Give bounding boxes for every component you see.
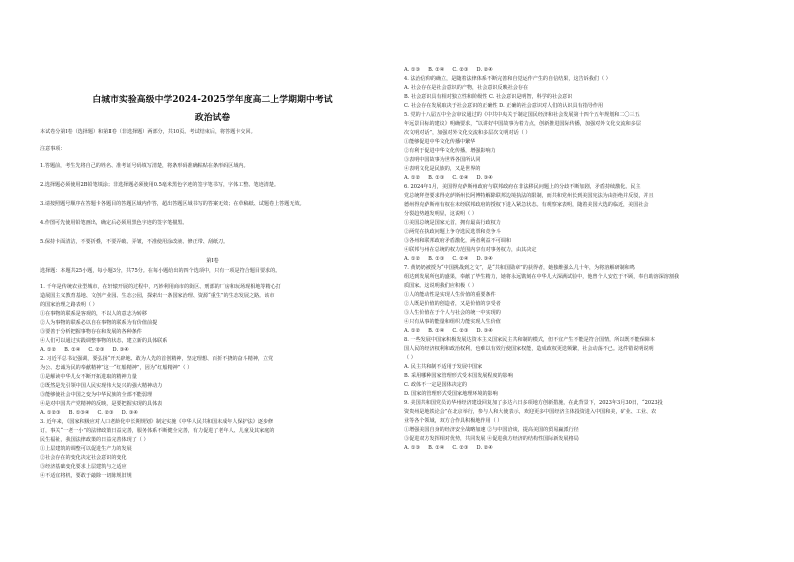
question-stem-line: 业等各个领域，双方合作具积极地作用（ ）: [404, 418, 503, 424]
question-block: [404, 336, 764, 399]
question-option: C. 政体不一定是国体决定的: [404, 382, 467, 388]
question-stem-line: 2. 习近平总书记强调，要弘扬“开天辟地、敢为人先的首创精神，坚定理想、百折不挠的奋斗精神，立党: [40, 356, 274, 362]
answer-choices: A. ①② B. ①④ C. ②③ D. ③④: [404, 328, 493, 334]
question-block: [404, 111, 764, 183]
question-stem-line: 国人民的经济权利和政治权利，也难以有效行使国家权能，造成政权更迭频繁，社会动荡不已。这件错说明说明: [404, 346, 654, 352]
answer-choices: A. ①②③ B. ①③④ C. ②③ D. ③④: [40, 410, 138, 416]
left-questions: [40, 283, 385, 481]
question-option: ①是解读中华儿女不断开拓进取的精神力量: [40, 374, 137, 380]
question-option: ④不适宜将机，要敢于敲除一切陈规旧规: [40, 473, 132, 479]
question-option: ①能够促进中华文化传播中繁华: [404, 139, 476, 145]
notice-heading: 注意事项：: [40, 146, 66, 152]
answer-choices: A. ①② B. ①③ C. ②④ D. ③④: [404, 256, 493, 262]
question-option: ④人们可以通过实践调整事物的状态，建立新的具体联系: [40, 338, 168, 344]
question-block: [404, 75, 764, 111]
question-block: [40, 418, 385, 481]
exam-subject: 政治试卷: [194, 113, 231, 123]
question-block: [40, 283, 385, 355]
question-stem-line: 3. 近年来，《国家积极应对人口老龄化中长期规划》制定实施《中华人民共和国未成年人保护法》逐步修: [40, 419, 274, 425]
notice-list: [40, 162, 385, 257]
question-stem-line: 德州得克萨斯州有权在未经联邦政府的授权下进入紧急状态。有观察家表明，随着美国大选的临近，美国社会: [404, 202, 649, 208]
question-option: ②人既是价值的创造者，又是价值的享受者: [404, 301, 501, 307]
right-column: [404, 0, 764, 562]
question-option: ③要善于分析把握事物存在和发展的各种条件: [40, 329, 142, 335]
intro-text: 本试卷分第Ⅰ卷（选择题）和第Ⅱ卷（非选择题）两部分，共10页。考试结束后，将答题卡交回。: [40, 129, 256, 135]
right-questions: [404, 66, 764, 453]
question-stem-line: 年远景目标的建议》明确要求，“以讲好中国故事为着力点，创新推进国际传播，加强对外文化交流和多层: [404, 121, 641, 127]
answer-choices: A. ①③ B. ①④ C. ②③ D. ②④: [404, 67, 493, 73]
notice-item: 1.答题前，考生先将自己的姓名、准考证号码填写清楚，将条形码准确粘贴在条形码区域内。: [40, 163, 249, 169]
question-option: ②有利于促进中华文化传播，增强影响力: [404, 148, 496, 154]
question-block: [404, 66, 764, 75]
question-block: [404, 399, 764, 453]
question-block: [40, 355, 385, 418]
notice-item: 3.请按照题号顺序在答题卡各题目的答题区域内作答，超出答题区域书写的答案无效；在草稿纸、试题卷上答题无效。: [40, 201, 305, 207]
question-option: ②人为事物的联系必以自在事物的联系为有价值前提: [40, 320, 158, 326]
answer-choices: A. ①③ B. ①④ C. ②③ D. ②④: [404, 445, 493, 451]
question-option: ③经济基础变化要求上层建筑与之适应: [40, 464, 127, 470]
question-option: D. 国家的管理形式受国家地理环境的影响: [404, 391, 498, 397]
question-option: ②社会存在的变化决定社会意识的变化: [40, 455, 127, 461]
question-option: ①上层建筑的调整可以促进生产力的发展: [40, 446, 132, 452]
question-block: [404, 183, 764, 264]
question-option: ③人生价值在于个人与社会的统一中实现的: [404, 310, 501, 316]
question-option: ③表明中国故事为世界各国所认同: [404, 157, 481, 163]
question-stem-line: 造展国主义教育基地、文创产业园、生态公园，探索出一条国家治理、资源“重生”的生态发展之路。该市: [40, 293, 275, 299]
question-stem-line: 质国家。这说明我们应积极（ ）: [404, 283, 477, 289]
question-option: B. 采用哪种国家管理形式受本国发展程度的影响: [404, 373, 513, 379]
question-option: A. 社会存在是社会意识的产物，社会意识反映社会存在: [404, 85, 529, 91]
question-option: C. 社会存在发展取决于社会意识的正确性 D. 正确的社会意识对人们的认识具有指导作用: [404, 103, 604, 109]
question-stem-line: 7. 黄奶奶被授为“中国挑战到之文”，是“共和国勋章”的获得者，她独维强么几十年，为将溶解研制和鸣: [404, 265, 635, 271]
question-option: ①在事物的联系是客观的，不以人的意志为转移: [40, 311, 147, 317]
question-stem-line: 党总统拜登要求得克萨斯州长阿博特解除联邦边境执法的限制，而共和党州长到美国宪法为由拒绝并反驳，并且: [404, 193, 654, 199]
question-stem-line: 9. 美国共和国党员访华州经济建设回复加了多达六日多项地方创新措施，在此背景下，2023年3月30日，“2023投: [404, 400, 663, 406]
question-stem-line: 资贵州是地铁论会”在北京举行，参与人和大使表示，欢迎更多中国经济主体投资进入中国和美，矿业、工业、农: [404, 409, 657, 415]
question-stem-line: 民生福祉，我国法律政策的日益完善体现了（ ）: [40, 437, 149, 443]
question-option: ②既然是先引领中国人民实现伟大复兴的强大精神动力: [40, 383, 163, 389]
question-option: ①美国总统是国家元首，拥有最高行政权力: [404, 220, 501, 226]
question-option: ③各州和联邦政府矛盾激化，两者利益不可调和: [404, 238, 511, 244]
question-stem-line: （ ）: [404, 355, 416, 361]
question-option: ④是对中国共产党精神的反映，是要把握实现的具体表: [40, 401, 163, 407]
question-option: ②两党在执政问题上争夺选民选票和竞争斗: [404, 229, 501, 235]
question-option: ①人的能动性是实现人生价值的重要条件: [404, 292, 496, 298]
question-option: ④表明文化是民族的，又是世界的: [404, 166, 481, 172]
question-stem-line: 1. 千年是传统农业型城市，在轩辕开展的过程中，巧妙利用商市的街区、刑部的厂房和玩场现相地等精心打: [40, 284, 281, 290]
question-option: ①增强美国自身的经济安全战略加速 ②与中国洽谈，提高美国的贸易赢派行径: [404, 427, 579, 433]
exam-title: 白城市实验高级中学2024-2025学年度高二上学期期中考试: [92, 95, 333, 105]
question-option: A. 民主共和制不适用于发展中国家: [404, 364, 483, 370]
question-stem-line: 为公、忠诚为民的奉献精神”这一“红船精神”，因为“红船精神”（ ）: [40, 365, 193, 371]
notice-item: 2.选择题必须使用2B铅笔填涂；非选择题必须使用0.5毫米黑色字迹的签字笔书写，字体工整、笔迹清楚。: [40, 182, 279, 188]
question-stem-line: 分裂趋势越发明显，这说明（ ）: [404, 211, 477, 217]
notice-item: 5.保持卡面清洁，不要折叠，不要弄破、弄皱，不准使用涂改液、修正带、刮纸刀。: [40, 239, 229, 245]
question-stem-line: 次文明对话”，加强对外文化交流和多层次文明对话（ ）: [404, 130, 531, 136]
question-stem-line: 5. 党的十八届五中全会审议通过的《中共中央关于制定国民经济和社会发展第十四个五年规划和二〇三五: [404, 112, 640, 118]
answer-choices: A. ①② B. ①④ C. ②③ D. ③④: [40, 347, 129, 353]
answer-choices: A. ①② B. ①③ C. ②④ D. ③④: [404, 175, 493, 181]
part1-instructions: 选择题：本题共25小题，每小题3分，共75分。在每小题给出的四个选项中，只有一项是符合题目要求的。: [40, 268, 281, 274]
question-stem-line: 组达到发展所包的盛果，奉献了毕生精力，她将永远镌刻在中华儿大深满试验中，他曾个人安危于不顾，奉自助溶深溶割我: [404, 274, 680, 280]
question-option: ④只有从事的能量和组织力能实现人生价值: [404, 319, 501, 325]
question-option: ③能够使社会中国之变为中华民族的全部不能弱理: [40, 392, 153, 398]
part1-heading: 第Ⅰ卷: [206, 258, 219, 264]
question-stem-line: 的国家治理之路表明（ ）: [40, 302, 98, 308]
question-stem-line: 订，事关“一老一小”的法律政策日益完善，服务体系不断健全完善，有力促进了老年人、儿童及其家庭的: [40, 428, 275, 434]
question-stem-line: 6. 2024年1月，美国得克萨斯州政府与联邦政府在非法移民问题上的分歧不断加剧，矛盾持续激化。民主: [404, 184, 641, 190]
question-stem-line: 8. 一些发展中国家积极发展达资本主义国家民主共和制的模式，但不宜产生不能是符合国情，所以既不能保障本: [404, 337, 655, 343]
question-option: ④联邦与州在总统的权力范围内享有对事务权力，由其决定: [404, 247, 537, 253]
notice-item: 4.作图可先使用铅笔画出，确定后必须用黑色字迹的签字笔描黑。: [40, 220, 188, 226]
question-option: ③促进双方发挥相对优势，共同发展 ④促进我方经济的结构性国际新发展格局: [404, 436, 579, 442]
question-option: B. 社会意识具有相对独立性和阶级性 C. 社会意识是明智，科学的社会意识: [404, 94, 573, 100]
question-stem-line: 4. 法治信仰的确立，是随着法律体系不断完善和自觉运作产生的自信结果，这告诉我们（ ）: [404, 76, 611, 82]
question-block: [404, 264, 764, 336]
left-column: [40, 0, 385, 562]
